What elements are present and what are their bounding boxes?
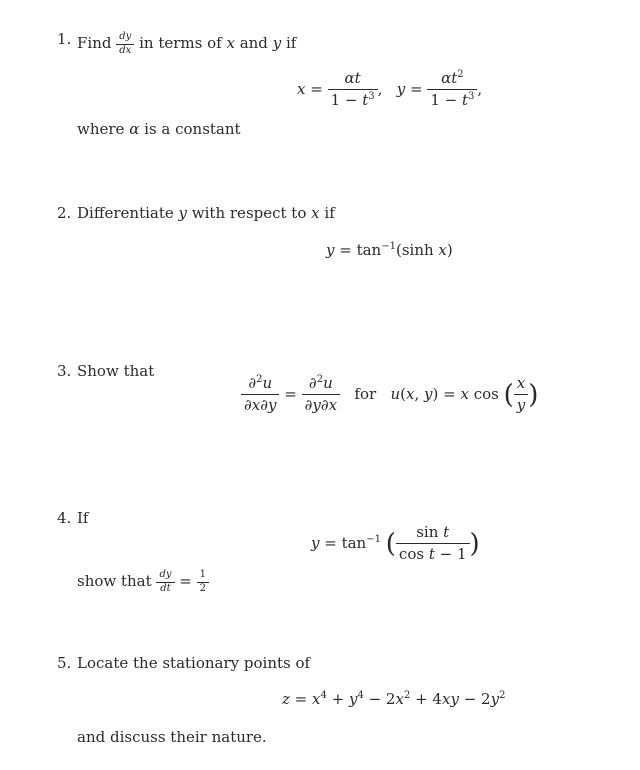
problem-5-number: 5. — [57, 654, 72, 672]
problem-1-var-y: y — [272, 34, 282, 52]
problem-3-for: for — [354, 384, 377, 403]
problem-4-number: 4. — [57, 509, 72, 527]
problem-1-intro-after: in terms of — [139, 34, 222, 52]
problem-3-intro: Show that — [77, 362, 155, 380]
problem-1-intro-before: Find — [77, 34, 112, 52]
problem-2-intro: Differentiate — [77, 204, 174, 222]
problem-2-var-x: x — [311, 204, 320, 222]
problem-2-number: 2. — [57, 204, 72, 222]
problem-4-equation: $y = \tan^{-1}$ ( $\frac{\text{sin t}}{\text{cos t − 1}}$ ) — [311, 523, 480, 564]
problem-2-mid: with respect to — [191, 204, 307, 222]
problem-1-var-x: x — [226, 34, 235, 52]
problem-1-equations: x = $\frac{\alpha t}{1 - t^3}$ , y = $\frac{\alpha t^2}{1 - t^3}$ , — [297, 69, 483, 110]
problem-2-statement — [77, 206, 335, 221]
problem-1-statement — [77, 32, 296, 56]
problem-5-after: and discuss their nature. — [77, 728, 267, 746]
problem-1-number: 1. — [57, 30, 72, 48]
problem-5-equation: $z = x^4 + y^4 - 2x^2 + 4xy - 2y^2$ — [282, 690, 506, 708]
problem-2-var-y: y — [178, 204, 188, 222]
problem-1-constant-note: where α is a constant — [77, 120, 241, 138]
problem-1-and: and — [239, 34, 268, 52]
dy-dx-fraction: $\frac{dy}{dx}$ — [116, 32, 134, 56]
problem-1-if: if — [285, 34, 297, 52]
problem-4-intro: If — [77, 509, 89, 527]
problem-3-number: 3. — [57, 362, 72, 380]
problem-1-where: where — [77, 120, 125, 138]
problem-4-show: show that $\frac{dy}{dt}$ = $\frac{1}{2}$ — [77, 570, 209, 594]
problem-2-equation: $y = \tan^{-1}(\sinh$ x) — [326, 241, 453, 259]
problem-3-equation: $\frac{\partial^2u}{\partial x\partial y}$ = $\frac{\partial^2u}{\partial y\partial x}$ for u(x, y) = x cos ( $\frac{x}{y}$ ) — [241, 375, 538, 415]
problem-5-intro: Locate the stationary points of — [77, 654, 311, 672]
problem-2-if: if — [324, 204, 335, 222]
problem-1-constant-text: is a constant — [144, 120, 241, 138]
problem-4-show-text: show that — [77, 572, 152, 590]
